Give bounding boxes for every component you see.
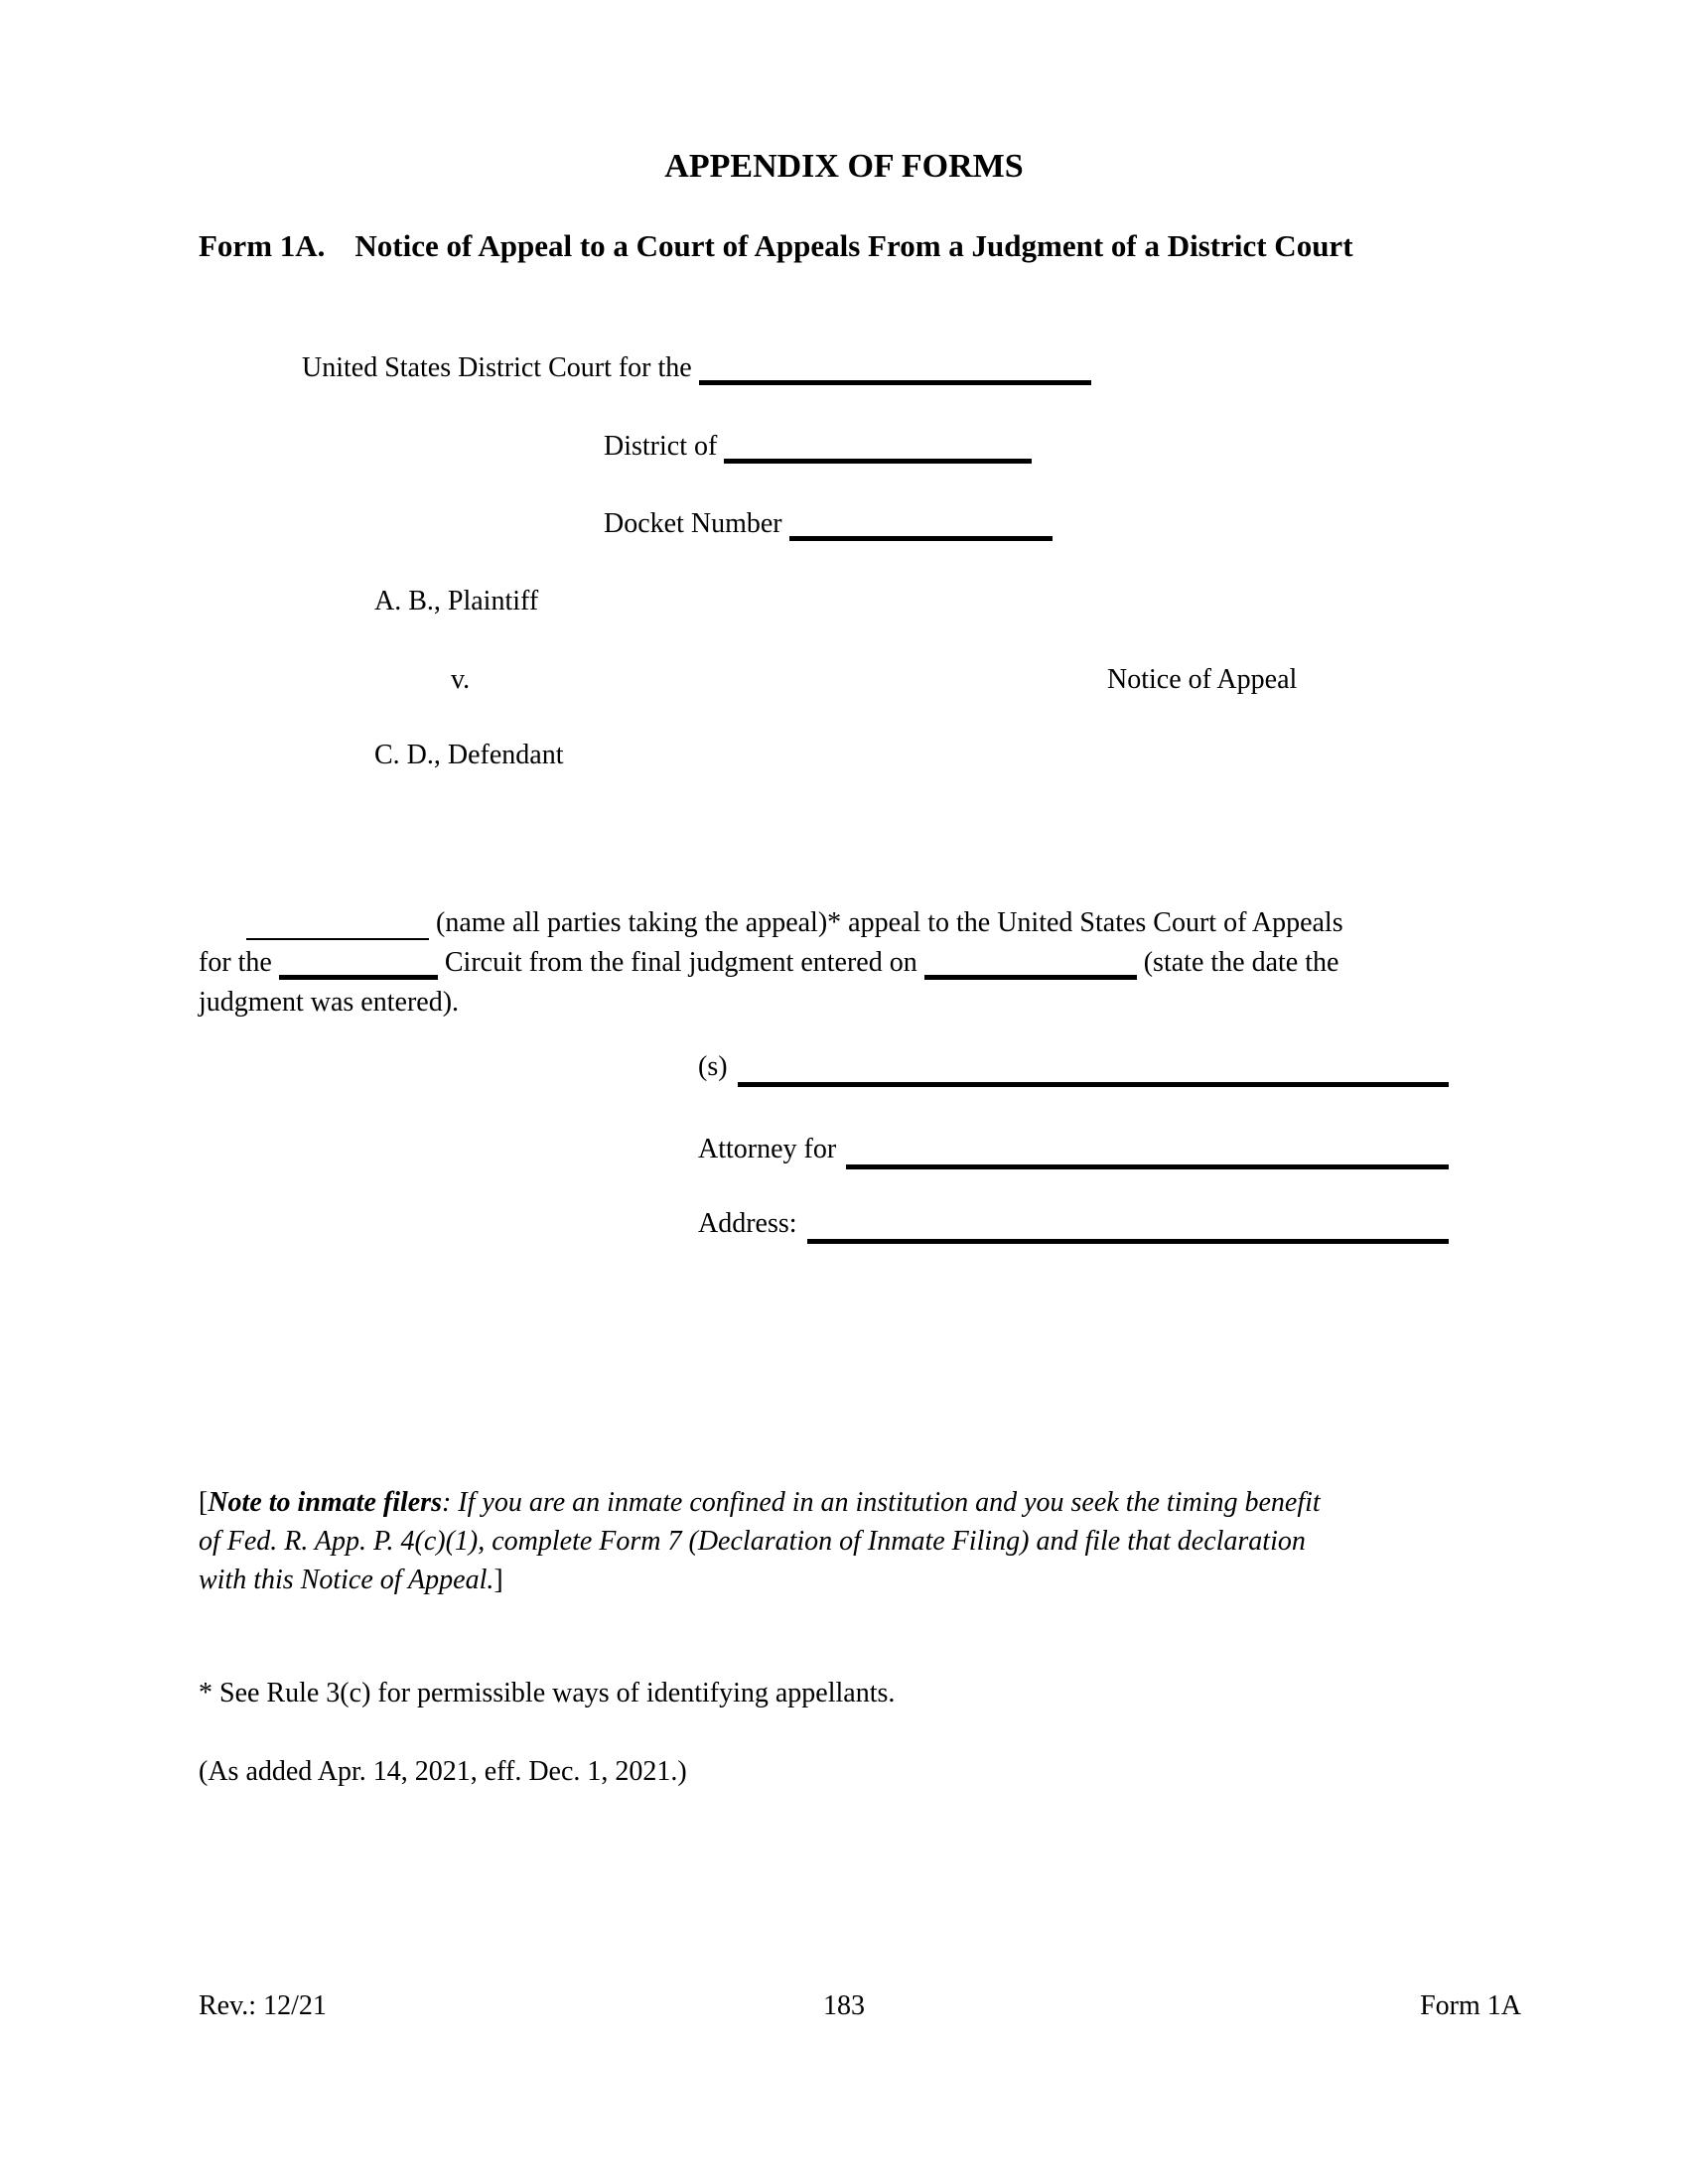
footer-page-number: 183 <box>823 1990 865 2021</box>
signature-label: (s) <box>698 1051 728 1082</box>
footer-revision: Rev.: 12/21 <box>199 1990 327 2021</box>
inmate-filers-note <box>199 1483 1519 1599</box>
court-name-line <box>302 350 1091 386</box>
district-label: District of <box>604 431 718 462</box>
appeal-paragraph-text2a: for the <box>199 947 272 978</box>
address-blank <box>807 1239 1449 1244</box>
inmate-note-line2: of Fed. R. App. P. 4(c)(1), complete Form 7 (Declaration of Inmate Filing) and file that declaration <box>199 1526 1306 1557</box>
defendant-caption: C. D., Defendant <box>374 740 564 770</box>
appeal-paragraph-text2b: Circuit from the final judgment entered on <box>444 947 917 978</box>
versus-label: v. <box>451 664 471 695</box>
inmate-note-line3 <box>199 1561 1519 1599</box>
appeal-paragraph-line3: judgment was entered). <box>199 987 460 1018</box>
court-name-label: United States District Court for the <box>302 352 692 383</box>
appeal-paragraph-text1: (name all parties taking the appeal)* appeal to the United States Court of Appeals <box>436 907 1343 938</box>
note-line3-text: with this Notice of Appeal. <box>199 1565 494 1595</box>
docket-number-label: Docket Number <box>604 508 782 539</box>
versus-row <box>0 662 1688 698</box>
plaintiff-caption: A. B., Plaintiff <box>374 586 539 616</box>
district-blank <box>724 435 1032 464</box>
rule-3c-footnote: * See Rule 3(c) for permissible ways of identifying appellants. <box>199 1678 896 1708</box>
judgment-date-blank <box>924 951 1137 980</box>
docket-number-line <box>604 506 1053 542</box>
attorney-for-label: Attorney for <box>698 1134 837 1164</box>
note-open-bracket: [ <box>199 1487 209 1518</box>
court-name-blank <box>699 356 1091 385</box>
appeal-paragraph-line2 <box>199 943 1519 983</box>
inmate-note-line1 <box>199 1483 1519 1522</box>
note-bold-label: Note to inmate filers <box>208 1487 442 1518</box>
amendment-history-note: (As added Apr. 14, 2021, eff. Dec. 1, 2021.) <box>199 1756 687 1787</box>
docket-number-blank <box>789 512 1053 541</box>
form-heading-label: Form 1A. <box>199 228 326 263</box>
attorney-for-blank <box>846 1164 1449 1169</box>
notice-of-appeal-title: Notice of Appeal <box>1107 664 1298 695</box>
circuit-blank <box>279 951 438 980</box>
signature-blank <box>738 1082 1449 1087</box>
appeal-paragraph-text2c: (state the date the <box>1143 947 1339 978</box>
form-heading <box>199 228 1353 264</box>
address-line <box>698 1206 1449 1242</box>
appeal-paragraph-line1 <box>199 903 1519 943</box>
footer-form-id: Form 1A <box>1420 1990 1521 2021</box>
page-title: APPENDIX OF FORMS <box>664 148 1024 185</box>
form-heading-text: Notice of Appeal to a Court of Appeals From a Judgment of a District Court <box>354 228 1353 263</box>
note-line1-text: : If you are an inmate confined in an institution and you seek the timing benefit <box>441 1487 1321 1518</box>
appellants-blank <box>246 914 429 940</box>
note-close-bracket: ] <box>493 1565 503 1595</box>
address-label: Address: <box>698 1208 797 1239</box>
appeal-paragraph <box>199 903 1519 1023</box>
district-line <box>604 429 1032 465</box>
attorney-for-line <box>698 1132 1449 1167</box>
signature-line <box>698 1049 1449 1085</box>
